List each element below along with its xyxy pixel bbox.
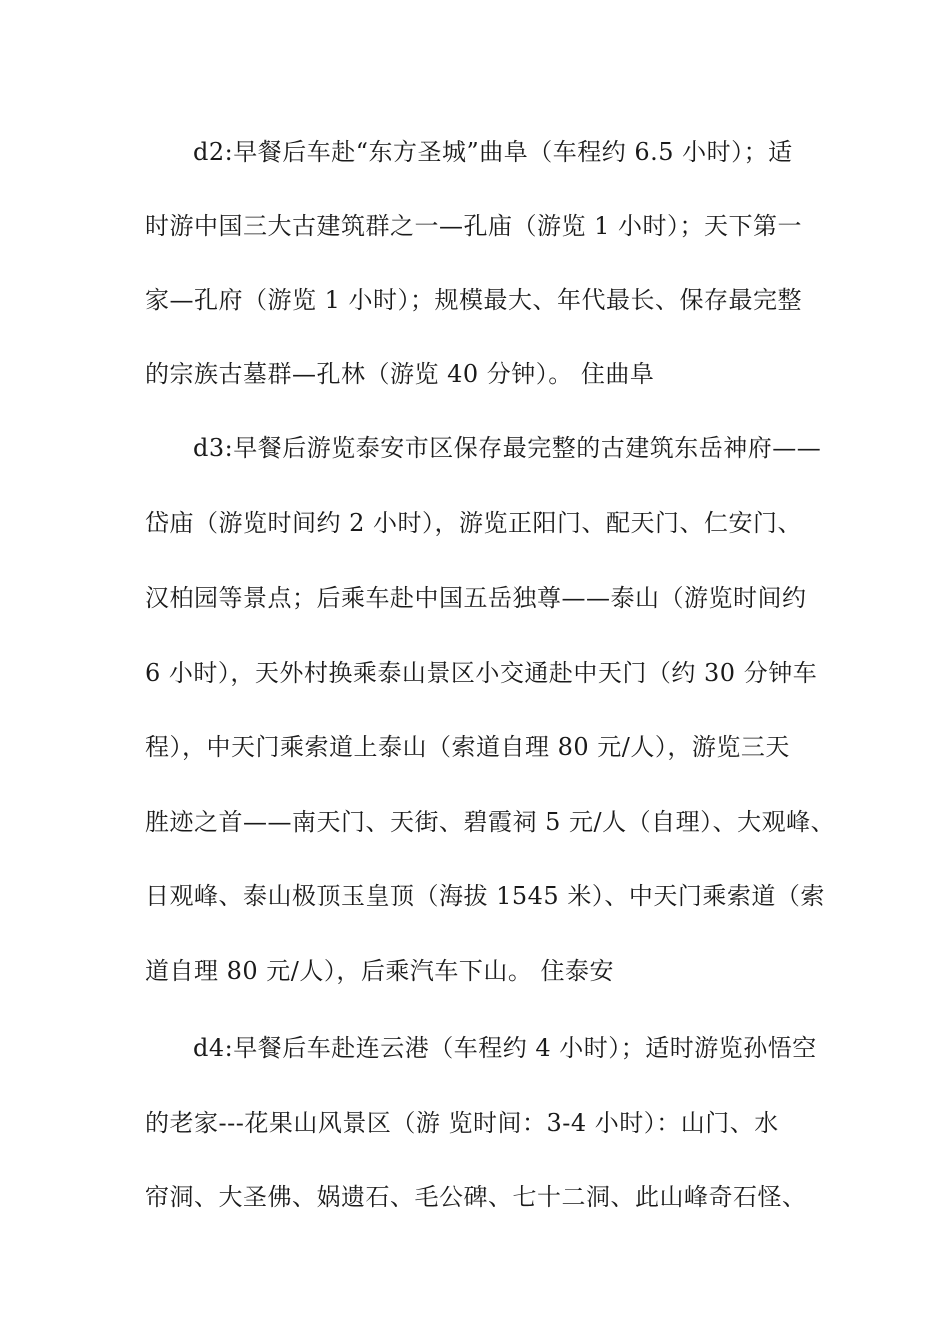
day3-line-8: 道自理 80 元/人），后乘汽车下山。 住泰安	[145, 957, 615, 985]
day3-line-2: 岱庙（游览时间约 2 小时），游览正阳门、配天门、仁安门、	[145, 509, 803, 537]
day3-line-7: 日观峰、泰山极顶玉皇顶（海拔 1545 米）、中天门乘索道（索	[145, 882, 825, 910]
day2-line-1: d2:早餐后车赴“东方圣城”曲阜（车程约 6.5 小时）；适	[193, 138, 793, 166]
day3-line-5: 程），中天门乘索道上泰山（索道自理 80 元/人），游览三天	[145, 733, 790, 761]
day3-line-1: d3:早餐后游览泰安市区保存最完整的古建筑东岳神府——	[193, 434, 822, 462]
day2-line-4: 的宗族古墓群—孔林（游览 40 分钟）。 住曲阜	[145, 360, 655, 388]
day4-line-1: d4:早餐后车赴连云港（车程约 4 小时）；适时游览孙悟空	[193, 1034, 817, 1062]
day3-line-4: 6 小时），天外村换乘泰山景区小交通赴中天门（约 30 分钟车	[145, 659, 818, 687]
day3-line-3: 汉柏园等景点；后乘车赴中国五岳独尊——泰山（游览时间约	[145, 584, 807, 612]
day4-line-2: 的老家---花果山风景区（游 览时间：3-4 小时）：山门、水	[145, 1109, 779, 1137]
day2-line-2: 时游中国三大古建筑群之一—孔庙（游览 1 小时）；天下第一	[145, 212, 803, 240]
day4-line-3: 帘洞、大圣佛、娲遗石、毛公碑、七十二洞、此山峰奇石怪、	[145, 1183, 807, 1211]
day3-line-6: 胜迹之首——南天门、天街、碧霞祠 5 元/人（自理）、大观峰、	[145, 808, 836, 836]
day2-line-3: 家—孔府（游览 1 小时）；规模最大、年代最长、保存最完整	[145, 286, 803, 314]
